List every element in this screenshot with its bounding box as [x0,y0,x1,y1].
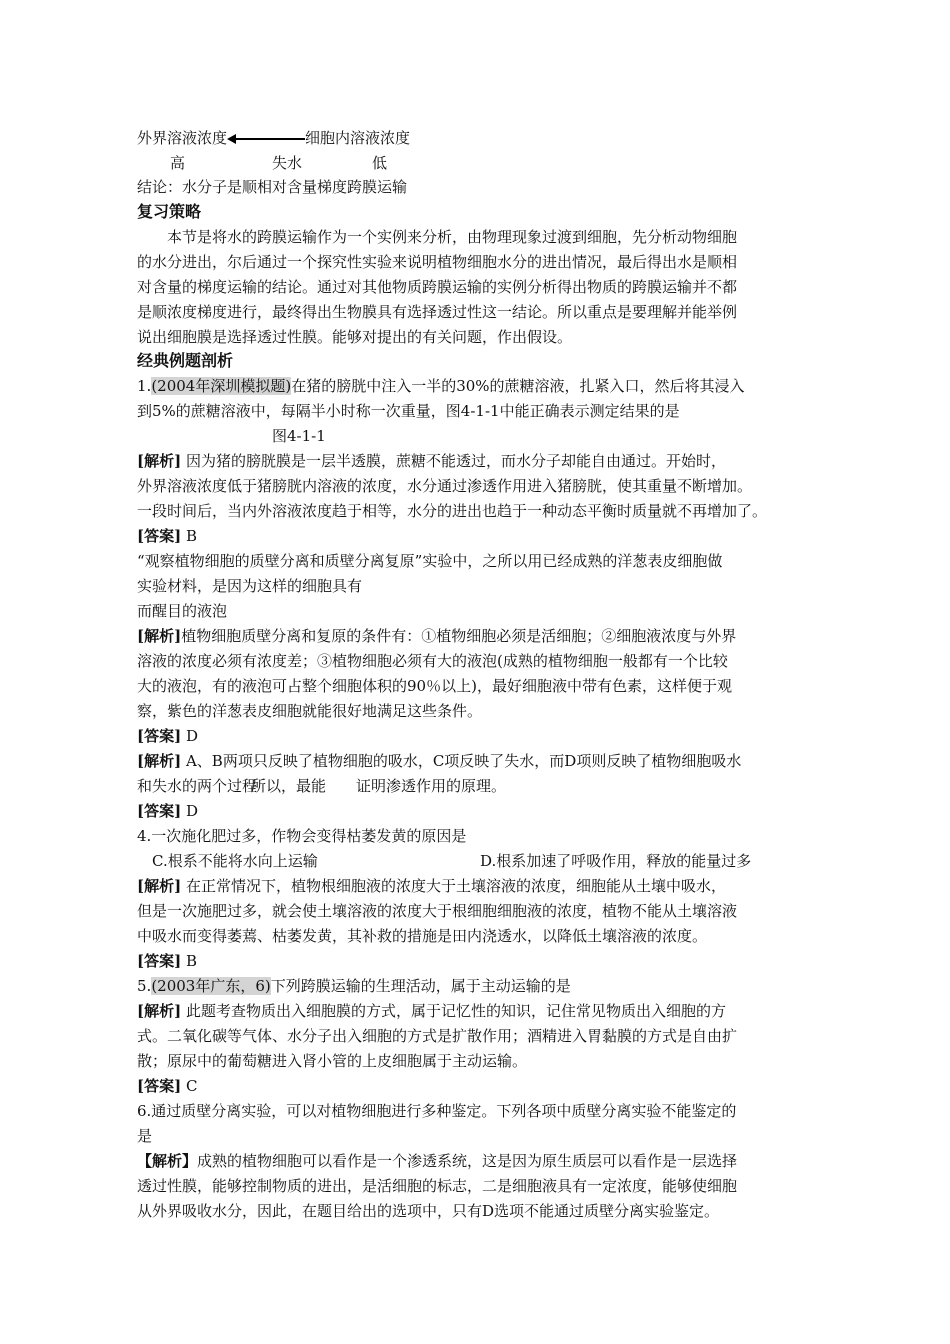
diagram-lose-water: 失水 [272,154,303,172]
answer-value: B [181,527,197,545]
answer-tag: [答案] [137,527,182,545]
analysis-2-line-3: 大的液泡，有的液泡可占整个细胞体积的90％以上)，最好细胞液中带有色素，这样便于观 [137,677,732,695]
review-line-1: 本节是将水的跨膜运输作为一个实例来分析，由物理现象过渡到细胞，先分析动物细胞 [167,228,738,246]
analysis-6-line-1 [137,1150,737,1172]
question-4-option-d: D.根系加速了呼吸作用，释放的能量过多 [480,852,752,870]
analysis-2-line-2: 溶液的浓度必须有浓度差；③植物细胞必须有大的液泡(成熟的植物细胞一般都有一个比较 [137,652,728,670]
analysis-tag: [解析] [137,877,182,895]
answer-value: D [181,727,198,745]
analysis-5-line-3: 散；原尿中的葡萄糖进入肾小管的上皮细胞属于主动运输。 [137,1052,528,1070]
examples-heading: 经典例题剖析 [137,351,234,370]
analysis-4-line-3: 中吸水而变得萎蔫、枯萎发黄，其补救的措施是田内浇透水，以降低土壤溶液的浓度。 [137,927,708,945]
question-5-text: 下列跨膜运输的生理活动，属于主动运输的是 [270,977,571,995]
figure-label: 图4-1-1 [272,427,326,445]
answer-tag: [答案] [137,952,182,970]
question-1-source: (2004年深圳模拟题) [151,377,292,395]
analysis-5-line-1 [137,1000,726,1022]
answer-tag: [答案] [137,1077,182,1095]
question-4: 4.一次施化肥过多，作物会变得枯萎发黄的原因是 [137,827,467,845]
analysis-6-line-2: 透过性膜，能够控制物质的进出，是活细胞的标志，二是细胞液具有一定浓度，能够使细胞 [137,1177,738,1195]
diagram-row [137,127,410,149]
analysis-text: 成熟的植物细胞可以看作是一个渗透系统，这是因为原生质层可以看作是一层选择 [197,1152,738,1170]
question-2-line-3: 而醒目的液泡 [137,602,228,620]
analysis-5-line-2: 式。二氧化碳等气体、水分子出入细胞的方式是扩散作用；酒精进入胃黏膜的方式是自由扩 [137,1027,738,1045]
analysis-2-line-1 [137,625,736,647]
analysis-text: 所以，最能 [251,777,327,795]
analysis-text: 植物细胞质壁分离和复原的条件有：①植物细胞必须是活细胞；②细胞液浓度与外界 [181,627,737,645]
review-line-5: 说出细胞膜是选择透过性膜。能够对提出的有关问题，作出假设。 [137,328,573,346]
answer-value: B [181,952,197,970]
answer-2 [137,725,198,747]
analysis-text: 此题考查物质出入细胞膜的方式，属于记忆性的知识，记住常见物质出入细胞的方 [181,1002,726,1020]
question-4-option-c: C.根系不能将水向上运输 [152,852,318,870]
answer-3 [137,800,198,822]
question-2-line-2: 实验材料，是因为这样的细胞具有 [137,577,363,595]
analysis-text: 在正常情况下，植物根细胞液的浓度大于土壤溶液的浓度，细胞能从土壤中吸水， [181,877,726,895]
question-1-line-2: 到5%的蔗糖溶液中，每隔半小时称一次重量，图4-1-1中能正确表示测定结果的是 [137,402,680,420]
answer-value: D [181,802,198,820]
answer-tag: [答案] [137,802,182,820]
question-6-line-2: 是 [137,1127,153,1145]
inner-concentration-label: 细胞内溶液浓度 [305,129,411,147]
question-5 [137,975,571,997]
analysis-text: 证明渗透作用的原理。 [356,777,507,795]
review-line-2: 的水分进出，尔后通过一个探究性实验来说明植物细胞水分的进出情况，最后得出水是顺相 [137,253,738,271]
analysis-tag: [解析] [137,627,182,645]
analysis-4-line-1 [137,875,726,897]
answer-value: C [181,1077,198,1095]
question-6-line-1: 6.通过质壁分离实验，可以对植物细胞进行多种鉴定。下列各项中质壁分离实验不能鉴定的 [137,1102,737,1120]
diagram-high: 高 [170,154,186,172]
analysis-tag: 【解析】 [137,1152,198,1170]
analysis-6-line-3: 从外界吸收水分，因此，在题目给出的选项中，只有D选项不能通过质壁分离实验鉴定。 [137,1202,720,1220]
question-1-text: 在猪的膀胱中注入一半的30%的蔗糖溶液，扎紧入口，然后将其浸入 [291,377,745,395]
question-1-number: 1. [137,377,152,395]
answer-4 [137,950,197,972]
diagram-conclusion: 结论：水分子是顺相对含量梯度跨膜运输 [137,178,408,196]
analysis-tag: [解析] [137,752,182,770]
question-5-source: (2003年广东，6) [151,977,271,995]
analysis-text: A、B两项只反映了植物细胞的吸水，C项反映了失水，而D项则反映了植物细胞吸水 [181,752,742,770]
analysis-tag: [解析] [137,1002,182,1020]
review-heading: 复习策略 [137,202,202,221]
outer-concentration-label: 外界溶液浓度 [137,129,228,147]
answer-1 [137,525,197,547]
analysis-1-line-1 [137,450,726,472]
analysis-3-line-1 [137,750,741,772]
question-5-number: 5. [137,977,152,995]
question-2-line-1: “观察植物细胞的质壁分离和质壁分离复原”实验中，之所以用已经成熟的洋葱表皮细胞做 [137,552,723,570]
answer-tag: [答案] [137,727,182,745]
answer-5 [137,1075,197,1097]
review-line-3: 对含量的梯度运输的结论。通过对其他物质跨膜运输的实例分析得出物质的跨膜运输并不都 [137,278,738,296]
diagram-low: 低 [372,154,388,172]
analysis-tag: [解析] [137,452,182,470]
question-1 [137,375,745,397]
analysis-3-line-2 [137,775,506,797]
analysis-text: 和失水的两个过程 [137,777,258,795]
review-line-4: 是顺浓度梯度进行，最终得出生物膜具有选择透过性这一结论。所以重点是要理解并能举例 [137,303,738,321]
analysis-2-line-4: 察，紫色的洋葱表皮细胞就能很好地满足这些条件。 [137,702,483,720]
analysis-4-line-2: 但是一次施肥过多，就会使土壤溶液的浓度大于根细胞细胞液的浓度，植物不能从土壤溶液 [137,902,738,920]
analysis-text: 因为猪的膀胱膜是一层半透膜，蔗糖不能透过，而水分子却能自由通过。开始时， [181,452,726,470]
analysis-1-line-3: 一段时间后，当内外溶液浓度趋于相等，水分的进出也趋于一种动态平衡时质量就不再增加了。 [137,502,768,520]
analysis-1-line-2: 外界溶液浓度低于猪膀胱内溶液的浓度，水分通过渗透作用进入猪膀胱，使其重量不断增加。 [137,477,753,495]
left-arrow-icon [227,134,305,144]
